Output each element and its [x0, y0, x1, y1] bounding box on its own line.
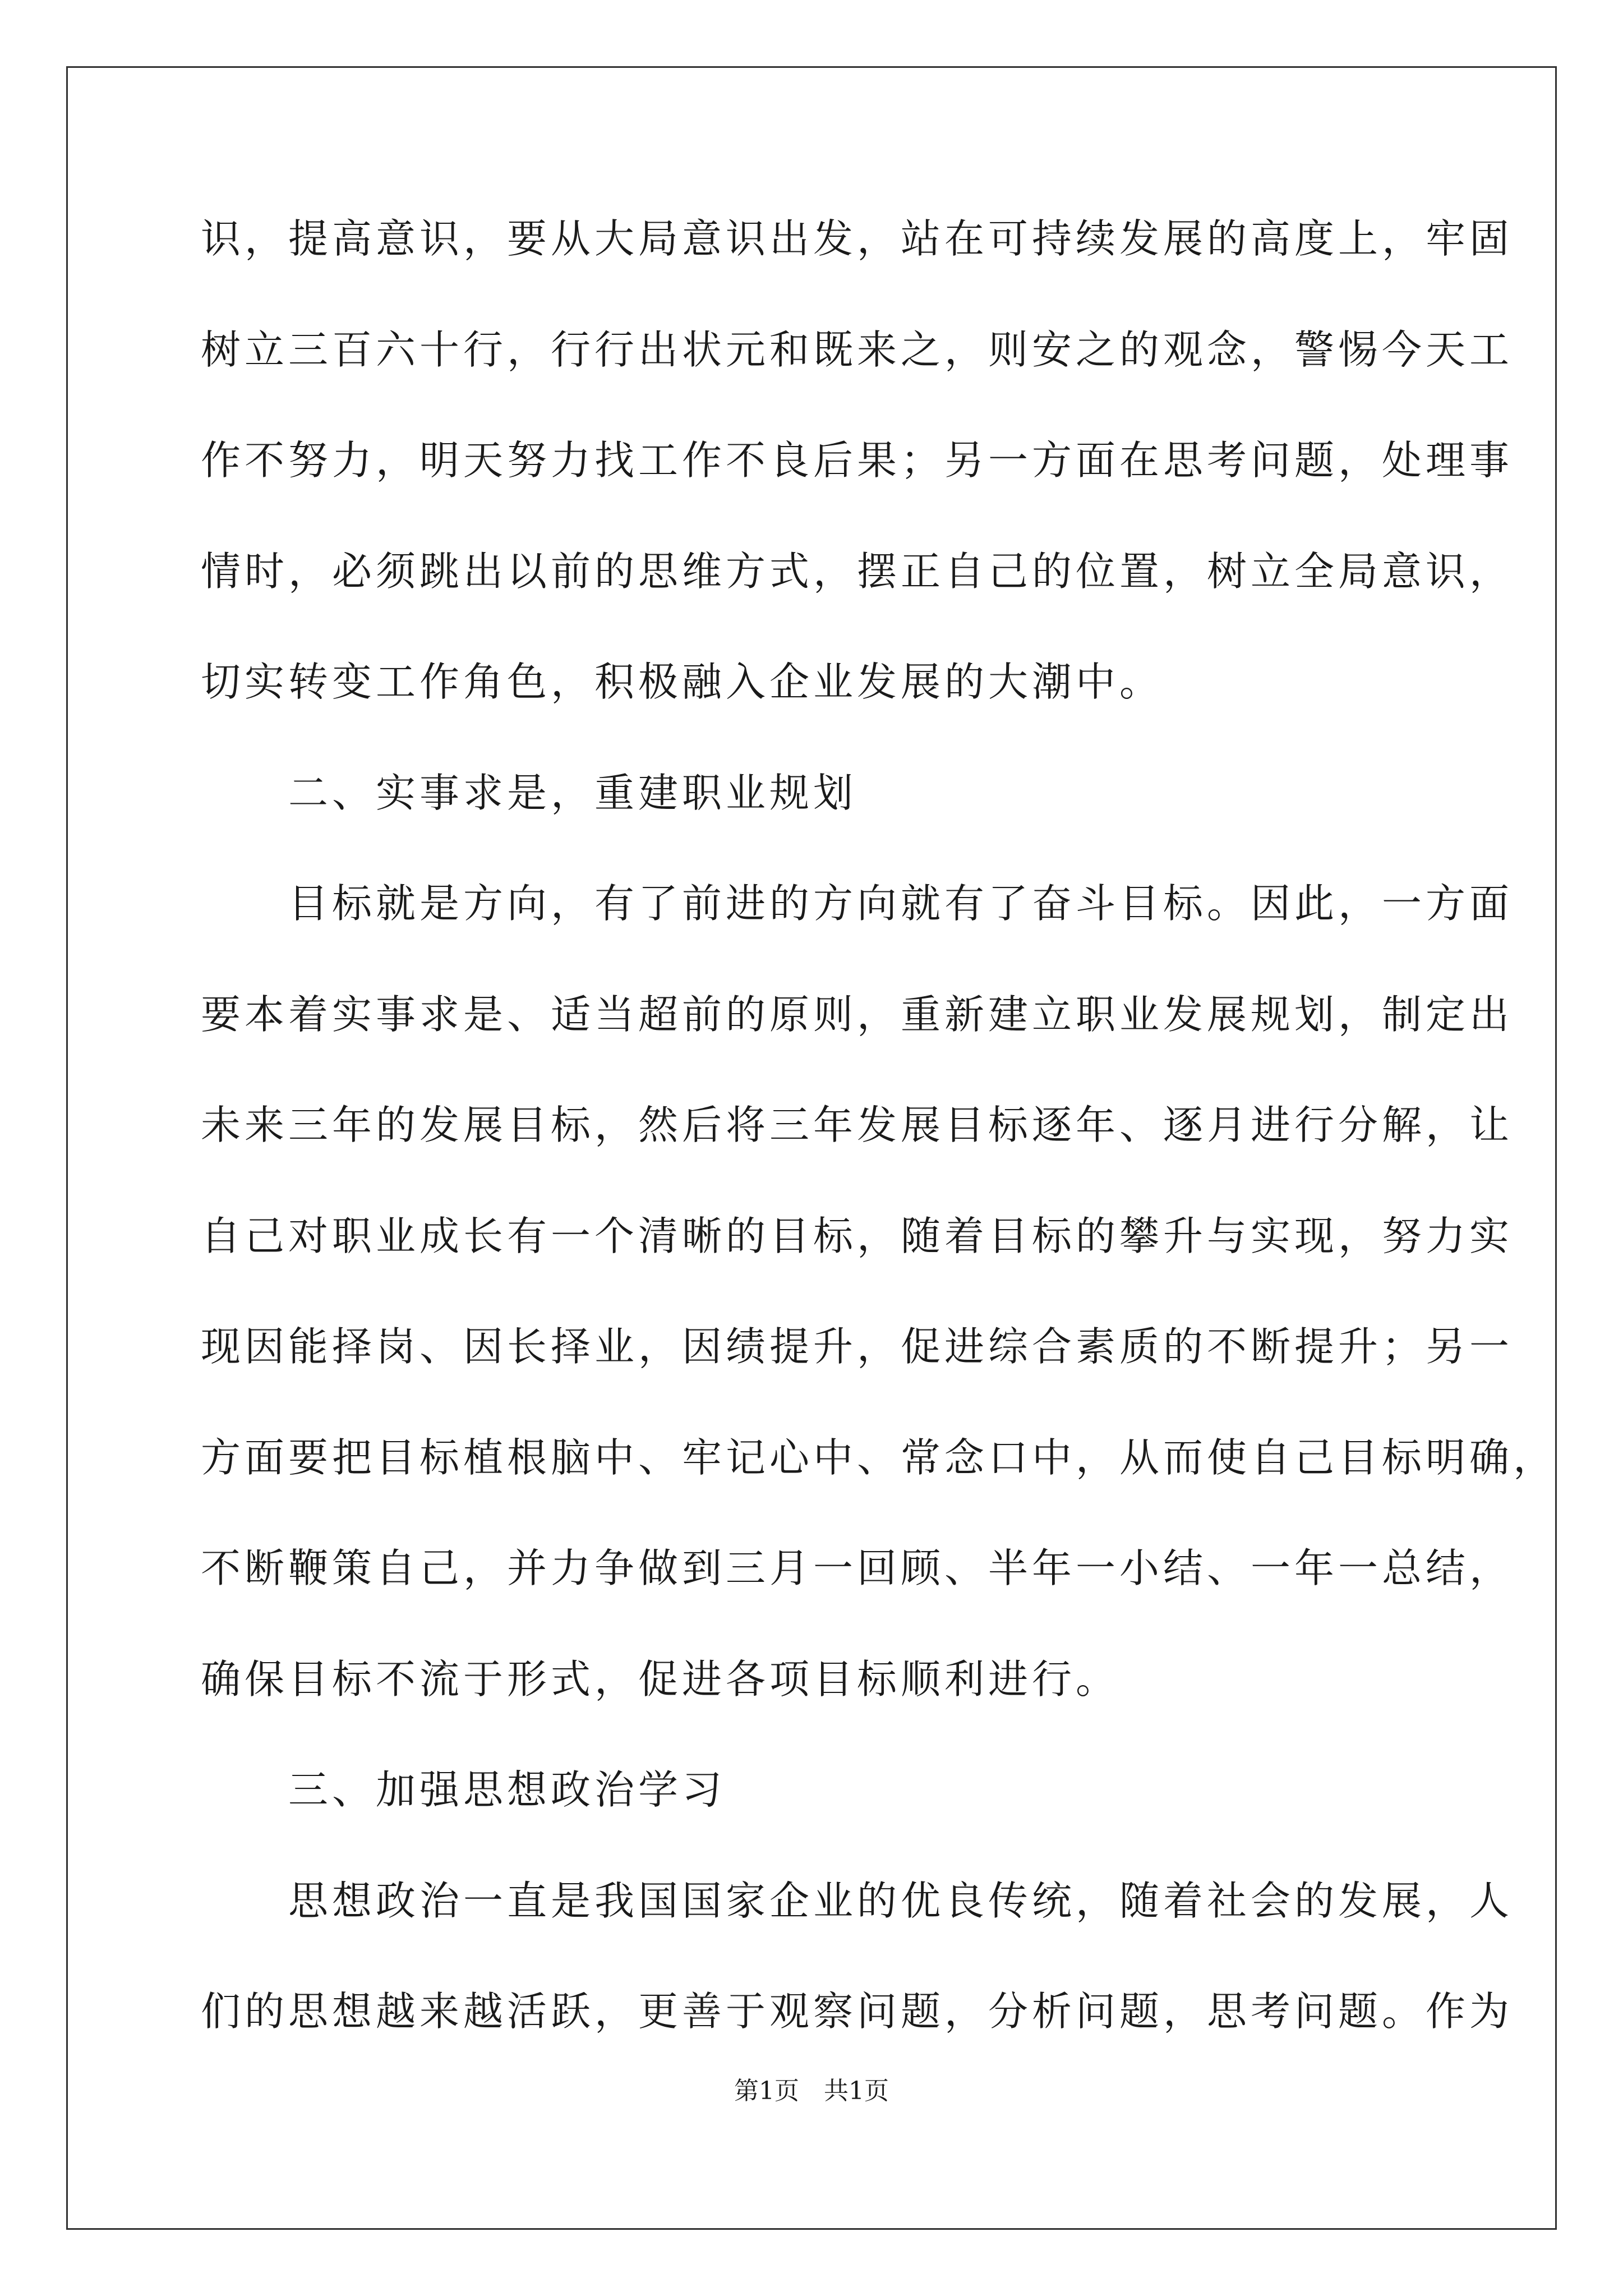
section-heading: 二、实事求是，重建职业规划	[201, 769, 857, 816]
text-line: 树立三百六十行，行行出状元和既来之，则安之的观念，警惕今天工	[201, 326, 1514, 373]
document-body	[201, 215, 1557, 2105]
text-line: 未来三年的发展目标，然后将三年发展目标逐年、逐月进行分解，让	[201, 1102, 1514, 1148]
text-line: 自己对职业成长有一个清晰的目标，随着目标的攀升与实现，努力实	[201, 1212, 1514, 1259]
text-line: 方面要把目标植根脑中、牢记心中、常念口中，从而使自己目标明确，	[201, 1434, 1557, 1481]
page-footer	[0, 2079, 1623, 2104]
text-line: 思想政治一直是我国国家企业的优良传统，随着社会的发展，人	[201, 1877, 1514, 1924]
text-line: 切实转变工作角色，积极融入企业发展的大潮中。	[201, 659, 1164, 705]
section-heading: 三、加强思想政治学习	[201, 1766, 726, 1813]
text-line: 识，提高意识，要从大局意识出发，站在可持续发展的高度上，牢固	[201, 215, 1514, 262]
text-line: 要本着实事求是、适当超前的原则，重新建立职业发展规划，制定出	[201, 991, 1514, 1038]
page-total: 共1页	[824, 2077, 889, 2105]
text-line: 目标就是方向，有了前进的方向就有了奋斗目标。因此，一方面	[201, 880, 1514, 927]
text-line: 不断鞭策自己，并力争做到三月一回顾、半年一小结、一年一总结，	[201, 1545, 1514, 1591]
page-number: 第1页	[734, 2077, 799, 2105]
text-line: 作不努力，明天努力找工作不良后果；另一方面在思考问题，处理事	[201, 437, 1514, 484]
text-line: 们的思想越来越活跃，更善于观察问题，分析问题，思考问题。作为	[201, 1988, 1514, 2035]
text-line: 确保目标不流于形式，促进各项目标顺利进行。	[201, 1655, 1120, 1703]
text-line: 现因能择岗、因长择业，因绩提升，促进综合素质的不断提升；另一	[201, 1323, 1514, 1370]
text-line: 情时，必须跳出以前的思维方式，摆正自己的位置，树立全局意识，	[201, 547, 1514, 595]
